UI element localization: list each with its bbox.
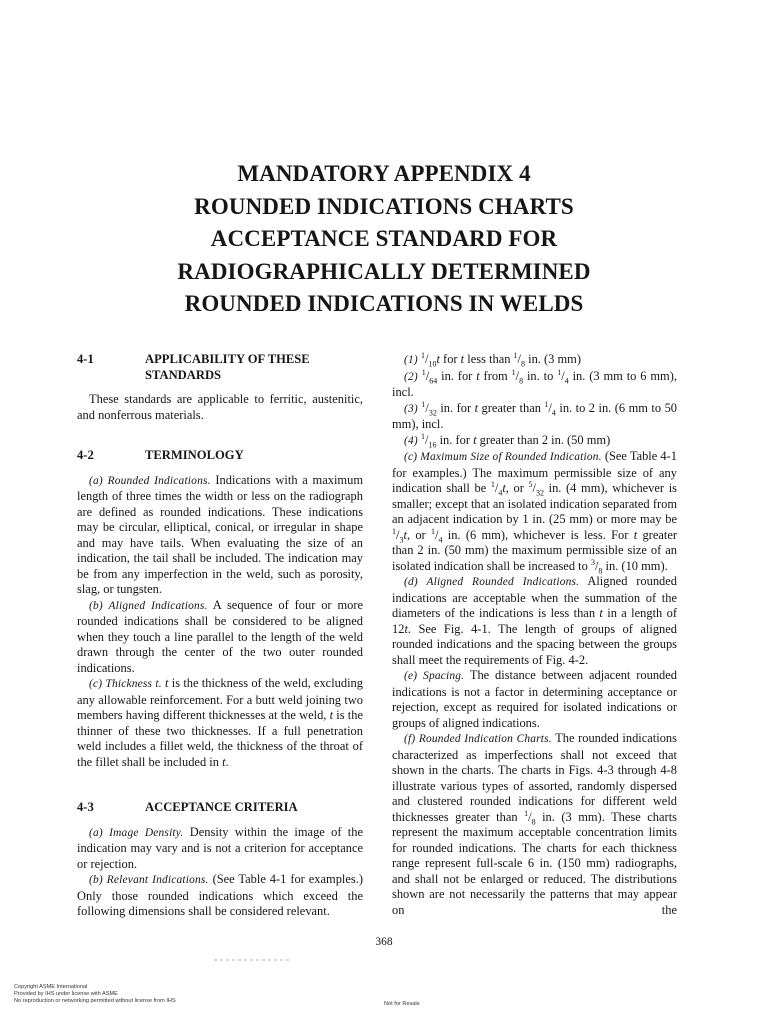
numerator: 1 (513, 350, 518, 360)
denominator: 8 (519, 375, 524, 385)
denominator: 32 (428, 407, 437, 417)
paragraph-body: in a length of 12 (392, 606, 677, 636)
footer-line: Copyright ASME International (14, 984, 88, 990)
numerator: 1 (431, 526, 435, 536)
paragraph-lead: (b) Aligned Indications. (89, 599, 208, 612)
section-title: ACCEPTANCE CRITERIA (145, 800, 298, 814)
numerator: 3 (590, 557, 595, 567)
list-item-4 (392, 433, 677, 450)
paragraph-lead: (e) Spacing. (404, 670, 465, 682)
variable-t: t (460, 352, 465, 366)
paragraph-aligned-rounded (392, 574, 677, 668)
section-heading-4-2 (77, 448, 363, 464)
paragraph-body: Density within the image of the indication may vary and is not a criterion for acceptance or rejection. (77, 824, 363, 871)
resale-footer: Not for Resale (384, 1001, 420, 1007)
text: in. for (437, 368, 477, 383)
right-column (392, 352, 677, 918)
section-title: APPLICABILITY OF THESE STANDARDS (145, 352, 310, 382)
numerator: 1 (421, 350, 425, 360)
left-column (77, 352, 363, 920)
fraction: $^1/_4$ (544, 399, 556, 417)
section-number: 4-3 (77, 800, 94, 814)
paragraph-image-density (77, 825, 363, 873)
denominator: 8 (598, 565, 603, 575)
numerator: 1 (544, 399, 549, 409)
fraction: $^1/_4$ (490, 479, 503, 498)
numerator: 1 (421, 399, 426, 409)
paragraph-spacing (392, 668, 677, 731)
fraction: $^1/_8$ (524, 808, 536, 826)
text: , or (406, 527, 431, 542)
copyright-footer (14, 984, 176, 1005)
fraction: $^1/_{32}$ (421, 399, 437, 417)
fraction: $^1/_{10}$ (421, 350, 437, 369)
variable-t: t (161, 676, 169, 690)
list-item-2 (392, 369, 677, 401)
denominator: 32 (536, 488, 544, 498)
section-heading-4-1 (77, 352, 363, 383)
text: in. (3 mm to 6 mm), incl. (392, 368, 677, 399)
numerator: 1 (557, 367, 562, 377)
paragraph-end: . (225, 754, 229, 769)
paragraph-lead: (d) Aligned Rounded Indications. (404, 576, 580, 588)
paragraph-relevant-indications (77, 872, 363, 920)
paragraph-aligned-indications (77, 598, 363, 677)
text: in. for (436, 400, 475, 415)
denominator: 16 (428, 439, 437, 449)
paragraph-body: The distance between adjacent rounded indications is not a factor in determining acceptance or rejection, except as required for isolated indications or groups of aligned indications. (392, 668, 678, 730)
text: in. (10 mm). (602, 558, 668, 573)
title-line-3: ACCEPTANCE STANDARD FOR (210, 226, 558, 251)
paragraph-body: in. (3 mm). These charts represent the maximum acceptable concentration limits for rounded indications. The charts for each thickness range represent full-scale 6 in. (150 mm) radiographs, and shall not be enlarged or reduced. The distributions shown are not necessarily the patterns that may appear on the (392, 809, 677, 917)
paragraph-body: in. (4 mm), whichever is smaller; except that an isolated indication separated from an adjacent indication by 1 in. (25 mm) or more may be (392, 481, 677, 526)
paragraph-lead: (c) Thickness t. (89, 678, 162, 690)
variable-t: t (476, 368, 480, 383)
title-line-2: ROUNDED INDICATIONS CHARTS (194, 193, 574, 219)
fraction: $^1/_3$ (392, 526, 404, 544)
denominator: 64 (429, 375, 438, 385)
variable-t: t (222, 754, 226, 769)
numerator: 5 (528, 479, 533, 489)
list-item-3 (392, 401, 677, 433)
variable-t: t (502, 481, 506, 495)
numerator: 1 (511, 367, 516, 377)
denominator: 10 (428, 359, 437, 369)
title-line-4: RADIOGRAPHICALLY DETERMINED (177, 258, 591, 284)
faint-mark (214, 959, 290, 961)
paragraph-body: (See Table 4-1 for examples.) Only those rounded indications which exceed the following dimensions shall be considered relevant. (77, 872, 363, 918)
footer-line: Provided by IHS under license with ASME (14, 991, 118, 997)
denominator: 3 (399, 534, 404, 544)
paragraph-lead: (f) Rounded Indication Charts. (404, 733, 552, 745)
page-number: 368 (375, 936, 393, 948)
list-marker: (3) (404, 402, 418, 415)
text: greater than 2 in. (50 mm) (476, 432, 611, 447)
paragraph-body: in. (6 mm), whichever is less. For (442, 527, 634, 542)
paragraph-body: greater than 2 in. (50 mm) the maximum permissible size of an isolated indication shall be increased to (392, 527, 677, 573)
paragraph-thickness (77, 676, 363, 770)
fraction: $^1/_4$ (557, 367, 569, 385)
denominator: 8 (521, 359, 526, 369)
section-number: 4-1 (77, 352, 94, 366)
paragraph-lead: (a) Image Density. (89, 826, 184, 839)
fraction: $^1/_{64}$ (421, 367, 438, 385)
section-number: 4-2 (77, 448, 94, 462)
title-line-5: ROUNDED INDICATIONS IN WELDS (184, 291, 584, 316)
appendix-title (0, 158, 768, 321)
paragraph-body: is the thinner of these two thicknesses. If a full penetration weld includes a fillet weld, the thickness of the throat of the fillet shall be included in (77, 708, 363, 769)
paragraph-rounded-indications (77, 473, 363, 598)
numerator: 1 (524, 808, 529, 818)
fraction: $^3/_8$ (590, 557, 603, 575)
denominator: 8 (531, 816, 536, 826)
paragraph-lead: (b) Relevant Indications. (89, 874, 209, 886)
variable-t: t (404, 621, 408, 636)
text: in. for (436, 432, 474, 447)
fraction: $^1/_{16}$ (421, 431, 437, 449)
numerator: 1 (490, 479, 495, 489)
footer-line: No reproduction or networking permitted without license from IHS (14, 998, 176, 1004)
text: greater than (478, 400, 545, 415)
section-title: TERMINOLOGY (145, 448, 244, 462)
paragraph-body: The rounded indications characterized as imperfections shall not exceed that shown in the charts. The charts in Figs. 4-3 through 4-8 illustrate various types of assorted, randomly dispersed and clustered rounded indications for different weld thicknesses greater than (392, 731, 677, 824)
numerator: 1 (421, 367, 426, 377)
text: in. to (523, 368, 558, 383)
variable-t: t (329, 708, 334, 722)
list-marker: (1) (404, 354, 418, 366)
paragraph-lead: (a) Rounded Indications. (89, 474, 211, 487)
numerator: 1 (392, 526, 396, 536)
fraction: $^1/_4$ (431, 526, 443, 544)
variable-t: t (633, 527, 638, 542)
denominator: 4 (438, 534, 443, 544)
paragraph-indication-charts (392, 731, 677, 918)
title-line-1: MANDATORY APPENDIX 4 (237, 161, 531, 186)
denominator: 4 (551, 407, 556, 417)
paragraph-maximum-size (392, 449, 677, 574)
text: from (479, 368, 512, 383)
section-heading-4-3 (77, 800, 363, 816)
variable-t: t (473, 432, 477, 447)
denominator: 4 (498, 488, 503, 498)
text: for (439, 352, 461, 366)
list-marker: (2) (404, 370, 418, 383)
variable-t: t (599, 606, 603, 620)
paragraph-applicability: These standards are applicable to ferritic, austenitic, and nonferrous materials. (77, 392, 363, 422)
list-item-1 (392, 352, 677, 369)
numerator: 1 (421, 431, 425, 441)
fraction: $^1/_8$ (511, 367, 524, 385)
paragraph-body: Aligned rounded indications are acceptable when the summation of the diameters of the indications is less than (392, 574, 677, 620)
text: in. to 2 in. (6 mm to 50 mm), incl. (392, 400, 678, 431)
variable-t: t (436, 352, 440, 366)
paragraph-body: . See Fig. 4-1. The length of groups of aligned rounded indications and the spacing between the groups shall meet the requirements of Fig. 4-2. (392, 621, 677, 667)
paragraph-body: is the thickness of the weld, excluding any allowable reinforcement. For a butt weld joining two members having different thicknesses at the weld, (77, 676, 363, 722)
list-marker: (4) (404, 434, 418, 447)
paragraph-lead: (c) Maximum Size of Rounded Indication. (404, 451, 602, 463)
variable-t: t (403, 527, 407, 542)
text: , or (505, 481, 529, 495)
denominator: 4 (564, 375, 569, 385)
paragraph-body: A sequence of four or more rounded indications shall be considered to be aligned when they touch a line parallel to the length of the weld drawn through the center of the two outer rounded indications. (77, 597, 363, 675)
paragraph-body: (See Table 4-1 for examples.) The maximum permissible size of any indication shall be (392, 449, 677, 495)
variable-t: t (474, 400, 479, 415)
paragraph-body: Indications with a maximum length of three times the width or less on the radiograph are defined as rounded indications. These indications may be circular, elliptical, conical, or irregular in shape and may have tails. When evaluating the size of an indication, the tail shall be included. The indication may be from any imperfection in the weld, such as porosity, slag, or tungsten. (77, 472, 363, 596)
text: in. (3 mm) (525, 352, 581, 366)
text: less than (464, 352, 514, 366)
fraction: $^5/_{32}$ (528, 479, 544, 498)
fraction: $^1/_8$ (513, 350, 526, 369)
